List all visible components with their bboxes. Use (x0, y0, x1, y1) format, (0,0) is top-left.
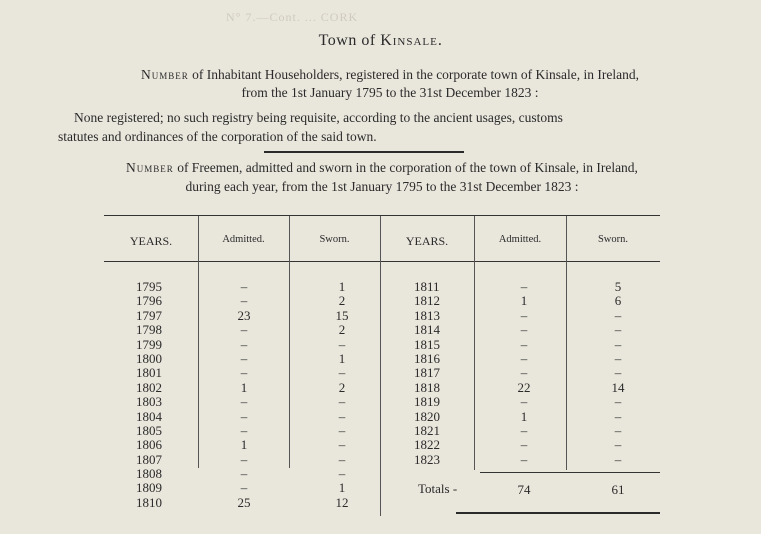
table-cell: – (520, 279, 528, 294)
table-cell: 1821 (414, 422, 440, 438)
table-cell: – (240, 451, 248, 467)
table-cell: 1800 (136, 350, 162, 366)
table-cell: 1815 (414, 336, 440, 352)
table-cell: 1 (338, 350, 346, 366)
table-cell: 1 (240, 437, 248, 453)
table-cell: – (520, 437, 528, 453)
header-years-left: YEARS. (129, 234, 173, 248)
table-cell: 6 (614, 293, 622, 309)
table-cell: – (614, 365, 622, 381)
table-cell: 5 (614, 279, 622, 294)
table-cell: 25 (237, 494, 251, 510)
totals-admitted: 74 (517, 482, 531, 497)
column-divider (289, 216, 290, 468)
table-cell: – (520, 451, 528, 467)
table-cell: 1805 (136, 422, 162, 438)
right-years-column (414, 280, 440, 467)
table-cell: – (338, 437, 346, 453)
left-admitted-column (212, 280, 276, 510)
header-sworn-right: Sworn. (597, 234, 629, 245)
table-bottom-rule (456, 512, 660, 514)
table-cell: 1809 (136, 480, 162, 496)
table-cell: 1816 (414, 350, 440, 366)
table-cell: – (614, 408, 622, 424)
table-cell: – (520, 365, 528, 381)
totals-label: Totals - (418, 481, 458, 496)
none-registered-paragraph: None registered; no such registry being requisite, according to the ancient usages, customs statutes and ordinances of the corporation of the said town. (58, 110, 563, 144)
table-cell: 1819 (414, 394, 440, 410)
table-cell: 1811 (414, 279, 440, 294)
table-cell: 1796 (136, 293, 162, 309)
table-cell: – (520, 394, 528, 410)
table-cell: – (240, 350, 248, 366)
table-cell: – (240, 394, 248, 410)
table-cell: – (520, 422, 528, 438)
table-cell: 2 (338, 379, 346, 395)
header-admitted-right: Admitted. (498, 234, 542, 245)
table-cell: 12 (335, 494, 349, 510)
table-cell: – (614, 307, 622, 323)
table-cell: 1803 (136, 394, 162, 410)
table-cell: 1807 (136, 451, 162, 467)
right-sworn-column (586, 280, 650, 467)
left-years-column (136, 280, 162, 510)
page-title: Town of Kinsale. (318, 32, 443, 49)
right-admitted-column (492, 280, 556, 467)
table-cell: 1799 (136, 336, 162, 352)
column-divider (566, 216, 567, 470)
table-cell: – (614, 322, 622, 338)
table-cell: 1810 (136, 494, 162, 510)
table-cell: – (614, 437, 622, 453)
table-top-rule (104, 215, 660, 216)
table-cell: – (240, 279, 248, 294)
table-cell: – (240, 408, 248, 424)
table-cell: – (338, 466, 346, 482)
table-cell: – (338, 365, 346, 381)
table-cell: – (614, 394, 622, 410)
table-cell: 1797 (136, 307, 162, 323)
table-cell: 1820 (414, 408, 440, 424)
table-cell: 1822 (414, 437, 440, 453)
table-cell: – (520, 307, 528, 323)
householders-paragraph: Number of Inhabitant Householders, registered in the corporate town of Kinsale, in Ireland, from the 1st January 1795 to the 31st December 1823 : (141, 67, 639, 100)
table-cell: – (520, 322, 528, 338)
table-cell: – (240, 293, 248, 309)
table-cell: 1 (240, 379, 248, 395)
column-divider (474, 216, 475, 470)
table-cell: – (240, 422, 248, 438)
table-cell: 1808 (136, 466, 162, 482)
table-cell: 14 (611, 379, 625, 395)
table-cell: – (614, 336, 622, 352)
table-cell: 23 (237, 307, 251, 323)
table-cell: – (338, 394, 346, 410)
table-cell: – (520, 336, 528, 352)
table-cell: – (338, 451, 346, 467)
left-sworn-column (310, 280, 374, 510)
table-cell: – (614, 422, 622, 438)
section-divider (264, 151, 464, 153)
column-divider (198, 216, 199, 468)
table-cell: 1813 (414, 307, 440, 323)
table-cell: – (520, 350, 528, 366)
table-header-rule (104, 261, 660, 262)
table-cell: 22 (517, 379, 531, 395)
table-cell: 2 (338, 293, 346, 309)
title-place: Kinsale (380, 32, 438, 49)
table-cell: 1 (338, 480, 346, 496)
table-cell: 15 (335, 307, 349, 323)
header-sworn-left: Sworn. (319, 234, 350, 245)
freemen-paragraph: Number of Freemen, admitted and sworn in the corporation of the town of Kinsale, in Ireland, during each year, from the 1st January 1795 to the 31st December 1823 : (126, 160, 638, 194)
table-cell: 1 (338, 279, 346, 294)
table-cell: 1798 (136, 322, 162, 338)
table-cell: 1812 (414, 293, 440, 309)
table-cell: 1795 (136, 279, 162, 294)
totals-sworn: 61 (611, 482, 625, 497)
table-cell: – (240, 322, 248, 338)
table-cell: 1804 (136, 408, 162, 424)
bleed-through-text: N° 7.—Cont. ... CORK (226, 10, 359, 24)
table-cell: – (240, 466, 248, 482)
totals-rule (480, 472, 660, 473)
table-cell: 1817 (414, 365, 440, 381)
table-cell: – (614, 350, 622, 366)
table-cell: 1801 (136, 365, 162, 381)
table-cell: 1823 (414, 451, 440, 467)
table-cell: 1802 (136, 379, 162, 395)
table-cell: – (240, 480, 248, 496)
header-years-right: YEARS. (405, 234, 449, 248)
table-cell: 1 (520, 408, 528, 424)
table-cell: 1 (520, 293, 528, 309)
table-cell: 2 (338, 322, 346, 338)
column-divider (380, 216, 381, 516)
table-cell: – (338, 422, 346, 438)
table-cell: – (338, 336, 346, 352)
header-admitted-left: Admitted. (222, 234, 265, 245)
table-cell: – (240, 365, 248, 381)
table-cell: – (240, 336, 248, 352)
table-cell: 1818 (414, 379, 440, 395)
table-cell: 1806 (136, 437, 162, 453)
table-cell: – (338, 408, 346, 424)
table-cell: 1814 (414, 322, 440, 338)
table-cell: – (614, 451, 622, 467)
